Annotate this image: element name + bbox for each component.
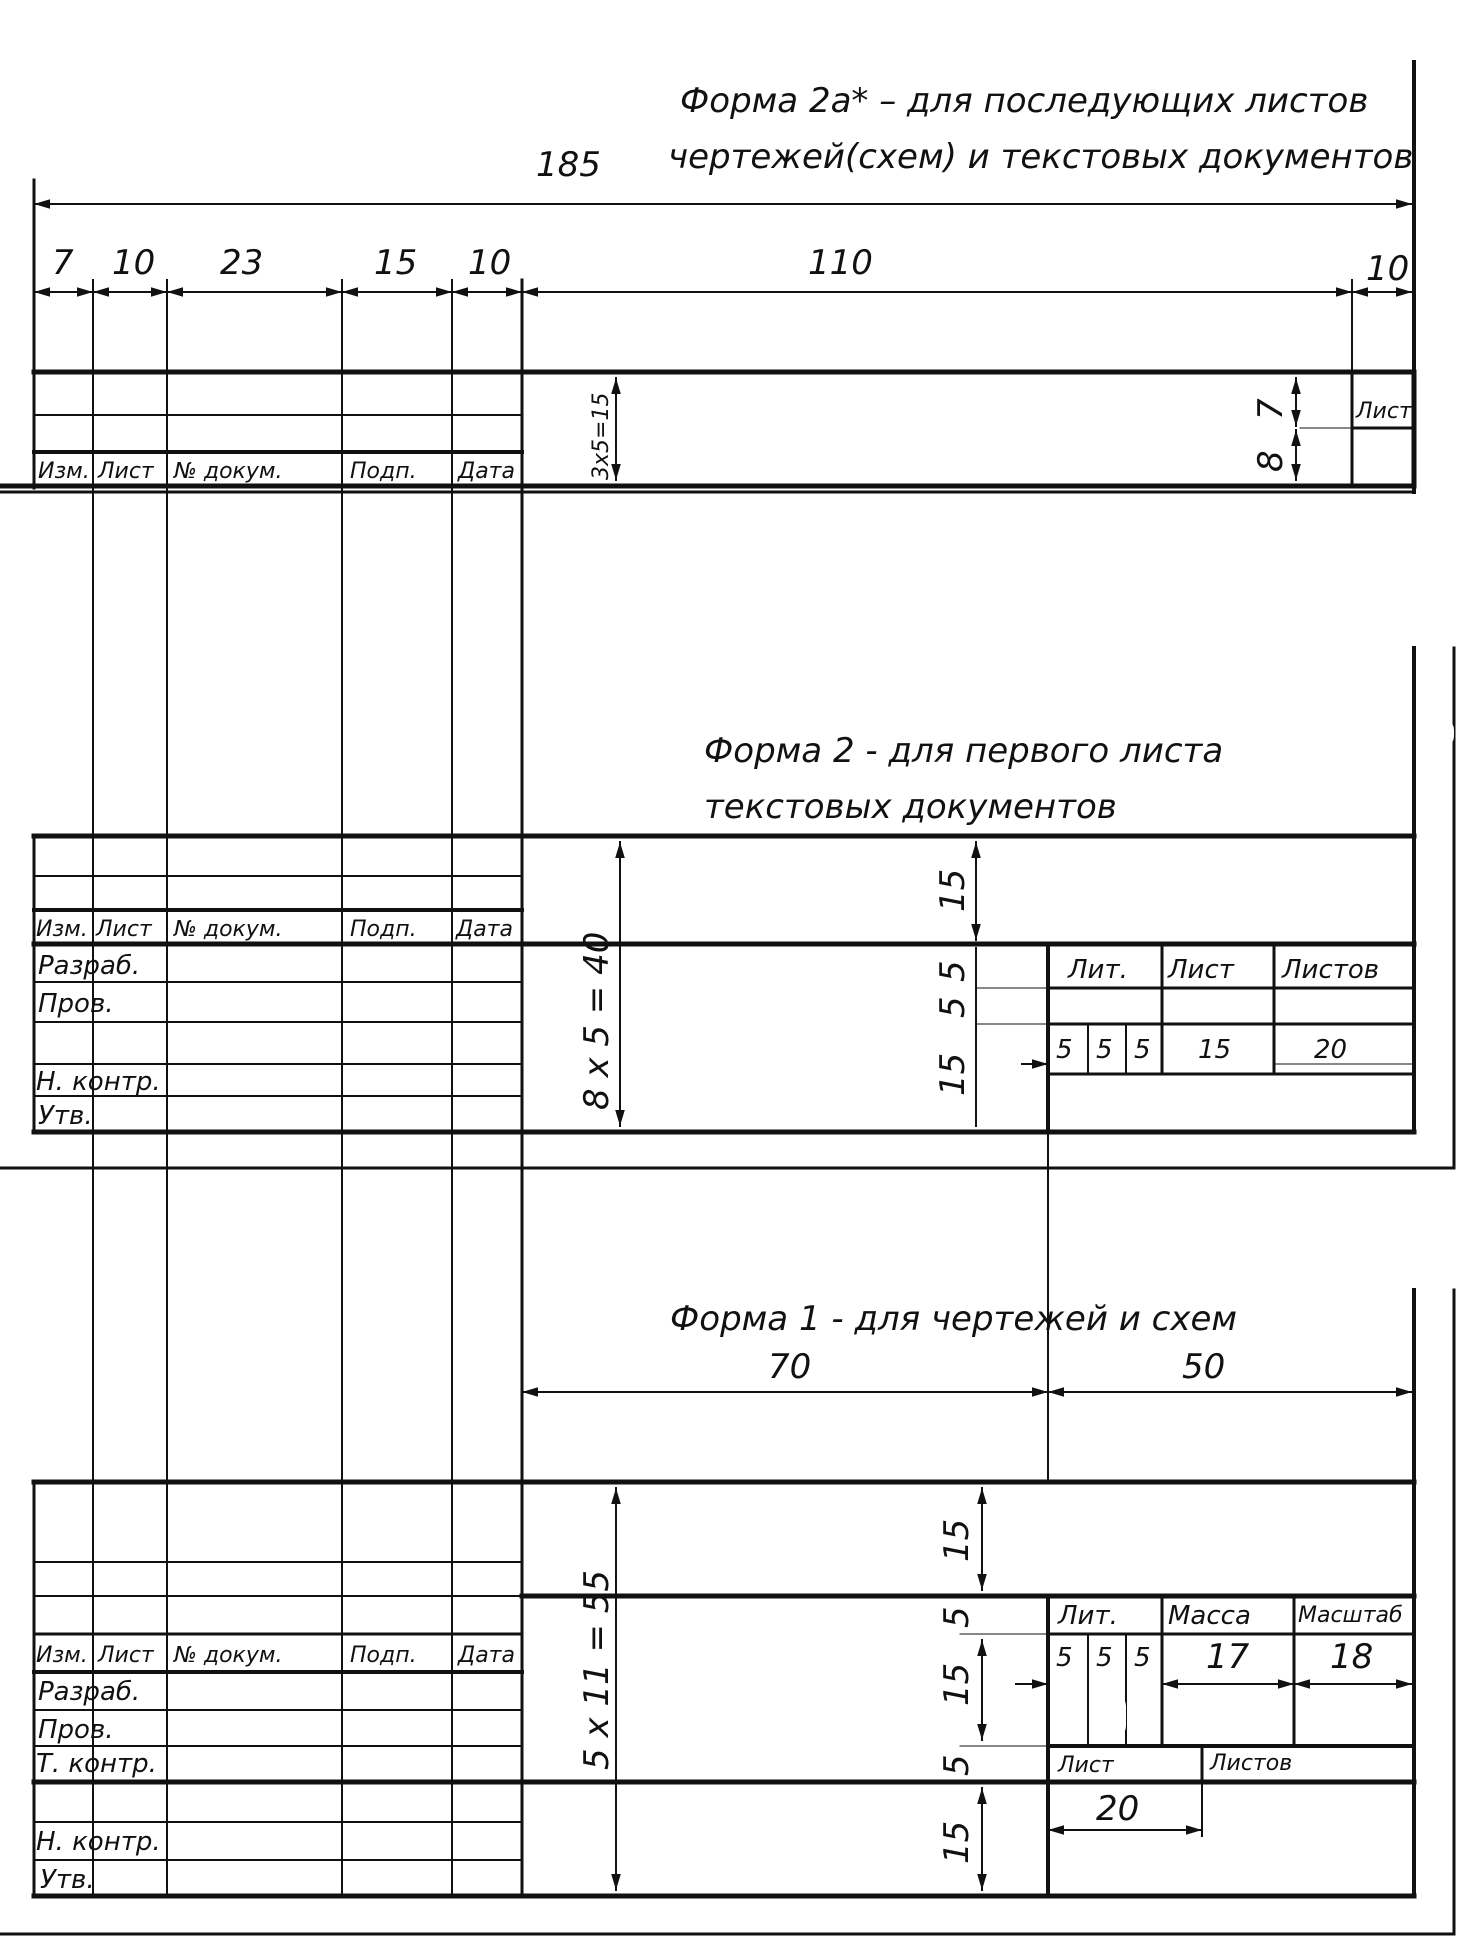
form1-row-0: Разраб.: [38, 1677, 141, 1707]
form1-sheets-label: Листов: [1210, 1751, 1293, 1776]
form2a-caption-2: чертежей(схем) и текстовых документов: [668, 137, 1414, 177]
form2a-dim-rows: 3x5=15: [589, 392, 614, 480]
form2-caption-2: текстовых документов: [704, 787, 1117, 827]
form2a-dim-0: 7: [52, 243, 74, 283]
form1-header-0: Изм.: [36, 1643, 88, 1668]
form2a-header-1: Лист: [98, 459, 154, 484]
form2-header-0: Изм.: [36, 917, 88, 942]
form2-dim-15-bottom: 15: [933, 1052, 973, 1096]
form2a-sheet-label: Лист: [1356, 399, 1412, 424]
form2a-frame: [0, 62, 1414, 492]
form1-dim-5b: 5: [937, 1754, 977, 1776]
form1-row-1: Пров.: [38, 1715, 114, 1745]
form1-col-2: Масштаб: [1298, 1603, 1403, 1628]
form2-col-dim-1: 5: [1096, 1035, 1113, 1065]
form1-dim-70: 70: [768, 1347, 812, 1387]
form1-col-dim-2: 5: [1134, 1643, 1151, 1673]
form2a-header-3: Подп.: [350, 459, 417, 484]
form1-row-3: Н. контр.: [36, 1827, 161, 1857]
form1-col-dim-1: 5: [1096, 1643, 1113, 1673]
form2a-dim-1: 10: [112, 243, 156, 283]
form2-col-dim-0: 5: [1056, 1035, 1073, 1065]
form1-dim-5a: 5: [937, 1606, 977, 1628]
form2a-dim-2: 23: [220, 243, 264, 283]
form1-dim-15-bottom: 15: [937, 1820, 977, 1864]
form2a-dim-4: 10: [468, 243, 512, 283]
form2a-dim-7: 7: [1251, 398, 1291, 420]
form1-col-0: Лит.: [1058, 1601, 1118, 1631]
form1-header-4: Дата: [458, 1643, 515, 1668]
form2-row-3: Утв.: [38, 1101, 93, 1131]
form2-header-2: № докум.: [174, 917, 283, 942]
form2-row-0: Разраб.: [38, 951, 141, 981]
form1-caption: Форма 1 - для чертежей и схем: [670, 1299, 1238, 1339]
form1-dim-20: 20: [1096, 1789, 1140, 1829]
form1-sheet-label: Лист: [1058, 1753, 1114, 1778]
form2-col-dim-4: 20: [1314, 1035, 1348, 1065]
form2-header-1: Лист: [96, 917, 152, 942]
form2a-header-2: № докум.: [174, 459, 283, 484]
form2-dim-15-top: 15: [933, 868, 973, 912]
form2-col-dim-2: 5: [1134, 1035, 1151, 1065]
form1-dim-15-mid: 15: [937, 1662, 977, 1706]
form2a-dim-6: 10: [1366, 249, 1410, 289]
form1-col-dim-0: 5: [1056, 1643, 1073, 1673]
form1-dim-50: 50: [1182, 1347, 1226, 1387]
form2-row-2: Н. контр.: [36, 1067, 161, 1097]
form2-dim-rows: 8 x 5 = 40: [577, 931, 617, 1110]
form1-header-2: № докум.: [174, 1643, 283, 1668]
form2a-dim-total: 185: [536, 145, 601, 185]
form2-col-0: Лит.: [1068, 955, 1128, 985]
form2-col-2: Листов: [1282, 955, 1380, 985]
form2a-header-0: Изм.: [38, 459, 90, 484]
form1-row-4: Утв.: [40, 1865, 95, 1895]
form2-col-1: Лист: [1168, 955, 1234, 985]
form1-header-1: Лист: [98, 1643, 154, 1668]
form1-dim-15-top: 15: [937, 1518, 977, 1562]
form2-header-3: Подп.: [350, 917, 417, 942]
form1-col-1: Масса: [1168, 1601, 1251, 1631]
form1-col-dim-3: 17: [1206, 1637, 1250, 1677]
form2-col-dim-3: 15: [1198, 1035, 1232, 1065]
form2-caption-1: Форма 2 - для первого листа: [704, 731, 1224, 771]
form2a-dim-5: 110: [808, 243, 873, 283]
form2-dim-5a: 5: [933, 960, 973, 982]
form1-header-3: Подп.: [350, 1643, 417, 1668]
form2a-caption-1: Форма 2а* – для последующих листов: [680, 81, 1369, 121]
form2-dim-5b: 5: [933, 996, 973, 1018]
form1-col-dim-4: 18: [1330, 1637, 1374, 1677]
form2-header-4: Дата: [456, 917, 513, 942]
form2a-header-4: Дата: [458, 459, 515, 484]
form1-dim-rows: 5 x 11 = 55: [577, 1570, 617, 1770]
form2-row-1: Пров.: [38, 989, 114, 1019]
form2a-dim-8: 8: [1251, 450, 1291, 472]
form1-row-2: Т. контр.: [36, 1749, 157, 1779]
form2a-dim-3: 15: [374, 243, 418, 283]
